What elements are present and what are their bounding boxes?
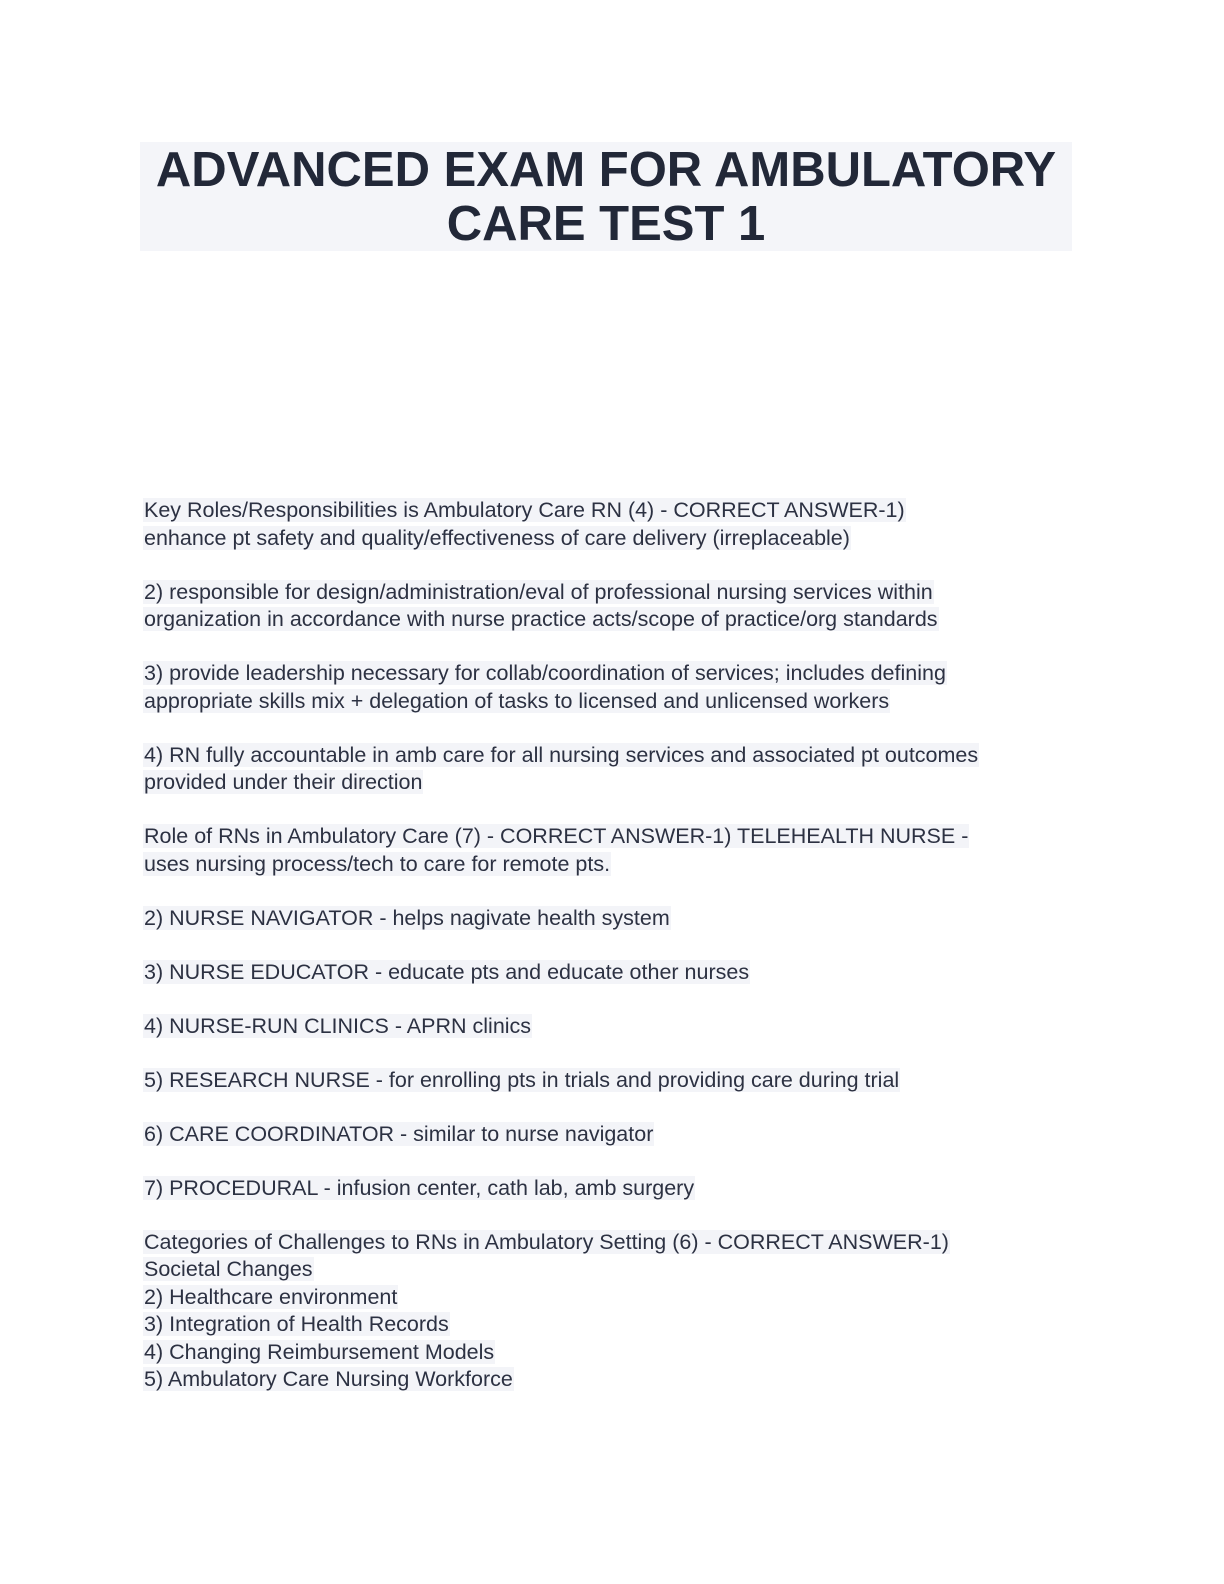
text-line: 4) RN fully accountable in amb care for all nursing services and associated pt outcomes [144, 742, 979, 767]
paragraph-role-6 [143, 1121, 1083, 1149]
text-line: 2) responsible for design/administration/eval of professional nursing services within [144, 579, 933, 604]
title-line: ADVANCED EXAM FOR AMBULATORY [155, 142, 1057, 197]
text-line: 4) Changing Reimbursement Models [144, 1339, 495, 1364]
text-line: 3) Integration of Health Records [144, 1312, 449, 1336]
document-title [140, 142, 1072, 251]
paragraph-responsibility-4 [143, 742, 1083, 797]
paragraph-role-of-rns [143, 823, 1083, 878]
text-line: Societal Changes [144, 1257, 313, 1281]
paragraph-responsibility-3 [143, 660, 1083, 715]
text-line: appropriate skills mix + delegation of tasks to licensed and unlicensed workers [144, 688, 890, 713]
paragraph-key-roles [143, 497, 1083, 552]
text-line: 7) PROCEDURAL - infusion center, cath lab, amb surgery [144, 1175, 695, 1200]
text-line: 6) CARE COORDINATOR - similar to nurse navigator [144, 1121, 654, 1146]
text-line: provided under their direction [144, 770, 423, 794]
title-line: CARE TEST 1 [446, 196, 766, 251]
text-line: Role of RNs in Ambulatory Care (7) - CORRECT ANSWER-1) TELEHEALTH NURSE - [144, 824, 969, 848]
text-line: Categories of Challenges to RNs in Ambulatory Setting (6) - CORRECT ANSWER-1) [144, 1229, 949, 1254]
paragraph-challenges [143, 1229, 1083, 1394]
paragraph-role-4 [143, 1013, 1083, 1041]
text-line: uses nursing process/tech to care for remote pts. [144, 851, 611, 876]
text-line: 3) provide leadership necessary for collab/coordination of services; includes defining [144, 661, 946, 685]
text-line: 2) Healthcare environment [144, 1284, 398, 1309]
paragraph-responsibility-2 [143, 579, 1083, 634]
document-body [143, 497, 1083, 1394]
text-line: 2) NURSE NAVIGATOR - helps nagivate health system [144, 905, 670, 930]
paragraph-role-7 [143, 1175, 1083, 1203]
paragraph-role-2 [143, 905, 1083, 933]
text-line: enhance pt safety and quality/effectiveness of care delivery (irreplaceable) [144, 525, 850, 550]
text-line: organization in accordance with nurse practice acts/scope of practice/org standards [144, 607, 938, 631]
text-line: 3) NURSE EDUCATOR - educate pts and educate other nurses [144, 959, 750, 984]
text-line: Key Roles/Responsibilities is Ambulatory Care RN (4) - CORRECT ANSWER-1) [144, 498, 905, 522]
paragraph-role-5 [143, 1067, 1083, 1095]
text-line: 4) NURSE-RUN CLINICS - APRN clinics [144, 1013, 532, 1038]
text-line: 5) RESEARCH NURSE - for enrolling pts in trials and providing care during trial [144, 1067, 900, 1092]
paragraph-role-3 [143, 959, 1083, 987]
text-line: 5) Ambulatory Care Nursing Workforce [144, 1367, 513, 1391]
